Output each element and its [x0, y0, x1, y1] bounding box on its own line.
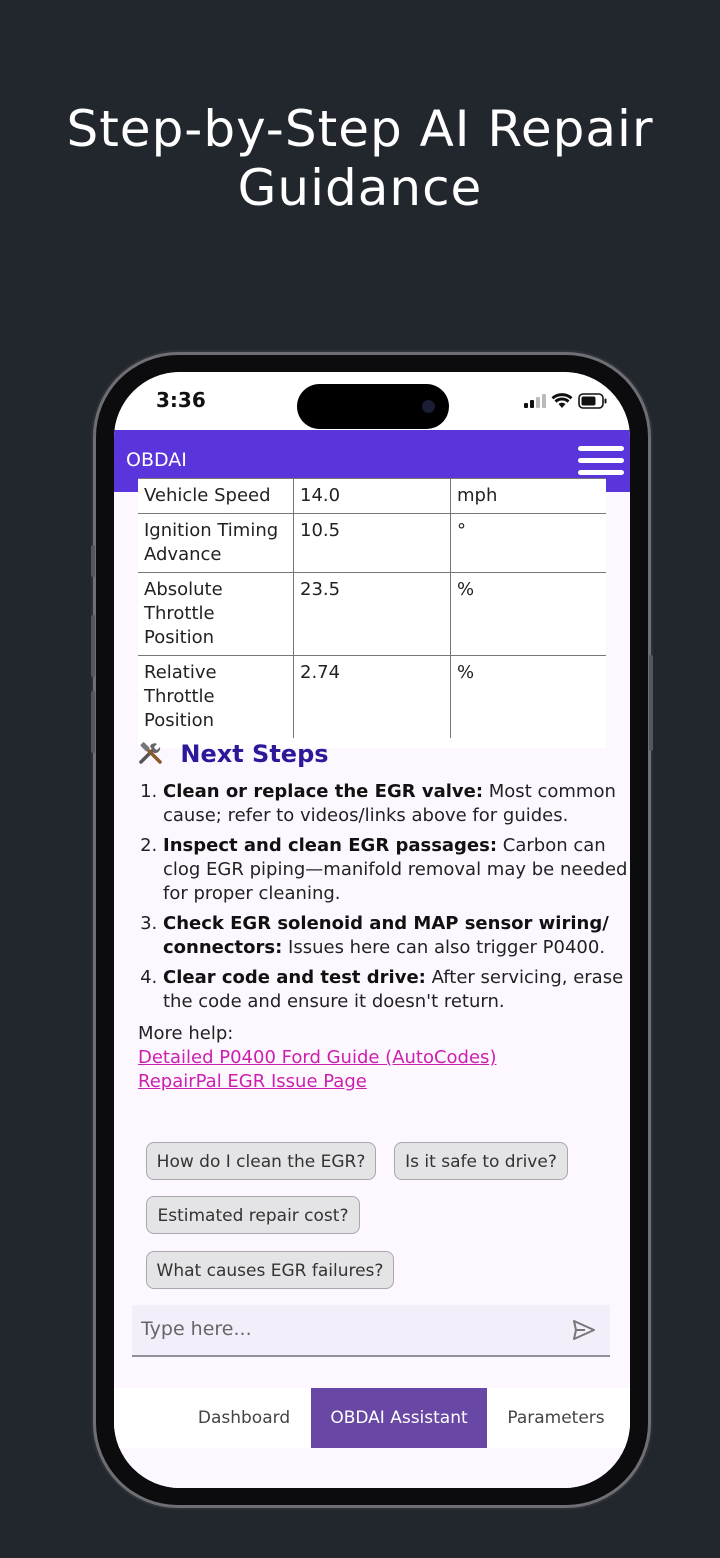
- bottom-tab-bar: [114, 1388, 630, 1448]
- message-input[interactable]: [139, 1317, 563, 1341]
- promo-headline: [0, 100, 720, 218]
- send-icon[interactable]: [572, 1319, 596, 1345]
- step-text: Carbon can clog EGR piping—manifold removal may be needed for proper cleaning.: [163, 835, 628, 904]
- wifi-icon: [552, 393, 573, 408]
- suggestion-repair-cost-button[interactable]: Estimated repair cost?: [146, 1196, 360, 1234]
- phone-power-button: [649, 655, 653, 751]
- tab-dashboard[interactable]: Dashboard: [197, 1408, 291, 1428]
- camera-icon: [422, 400, 435, 413]
- step-title: Check EGR solenoid and MAP sensor wiring/ connectors:: [163, 913, 609, 958]
- more-help-label: More help:: [138, 1023, 234, 1044]
- step-title: Clear code and test drive:: [163, 967, 426, 988]
- suggestion-safe-to-drive-button[interactable]: Is it safe to drive?: [394, 1142, 568, 1180]
- autocodes-guide-link[interactable]: Detailed P0400 Ford Guide (AutoCodes): [138, 1047, 497, 1068]
- headline-line-1: Step-by-Step AI Repair: [66, 100, 654, 158]
- chat-area[interactable]: [114, 485, 630, 1488]
- table-row: [138, 514, 606, 573]
- phone-screen: [114, 372, 630, 1488]
- hamburger-menu-icon[interactable]: [578, 442, 624, 480]
- table-row: [138, 573, 606, 656]
- next-steps-list: [138, 780, 630, 1020]
- table-cell: Vehicle Speed: [138, 479, 294, 514]
- step-title: Inspect and clean EGR passages:: [163, 835, 498, 856]
- cellular-signal-icon: [524, 394, 546, 408]
- list-item: [163, 912, 630, 960]
- phone-action-button: [91, 545, 95, 577]
- table-cell: %: [451, 573, 607, 656]
- table-cell: mph: [451, 479, 607, 514]
- table-cell: 14.0: [294, 479, 451, 514]
- list-item: [163, 966, 630, 1014]
- more-help: [138, 1022, 608, 1094]
- table-cell: Ignition Timing Advance: [138, 514, 294, 573]
- suggestion-egr-failures-button[interactable]: What causes EGR failures?: [146, 1251, 394, 1289]
- table-cell: 23.5: [294, 573, 451, 656]
- tab-parameters[interactable]: Parameters: [507, 1408, 605, 1428]
- status-icons: [524, 392, 608, 414]
- next-steps-heading: [138, 740, 329, 768]
- list-item: [163, 834, 630, 906]
- step-text: Most common cause; refer to videos/links above for guides.: [163, 781, 616, 826]
- table-row: [138, 656, 606, 739]
- parameters-table: [138, 478, 606, 748]
- table-cell: 2.74: [294, 656, 451, 739]
- table-cell: 10.5: [294, 514, 451, 573]
- headline-line-2: Guidance: [237, 159, 483, 217]
- next-steps-title: Next Steps: [180, 740, 329, 768]
- status-time: 3:36: [156, 388, 206, 412]
- app-title: OBDAI: [126, 449, 187, 471]
- phone-volume-up-button: [91, 615, 95, 677]
- table-cell: °: [451, 514, 607, 573]
- table-cell: Relative Throttle Position: [138, 656, 294, 739]
- status-bar: [114, 372, 630, 430]
- step-text: After servicing, erase the code and ensure it doesn't return.: [163, 967, 624, 1012]
- message-input-bar: [132, 1305, 610, 1357]
- table-cell: Absolute Throttle Position: [138, 573, 294, 656]
- dynamic-island: [297, 384, 449, 429]
- repairpal-link[interactable]: RepairPal EGR Issue Page: [138, 1071, 367, 1092]
- step-text: Issues here can also trigger P0400.: [282, 937, 606, 958]
- battery-icon: [579, 394, 607, 408]
- phone-frame: [96, 355, 648, 1505]
- table-row: [138, 479, 606, 514]
- tools-icon: [138, 740, 172, 768]
- list-item: [163, 780, 630, 828]
- step-title: Clean or replace the EGR valve:: [163, 781, 484, 802]
- phone-volume-down-button: [91, 691, 95, 753]
- table-cell: %: [451, 656, 607, 739]
- suggestion-clean-egr-button[interactable]: How do I clean the EGR?: [146, 1142, 376, 1180]
- tab-obdai-assistant[interactable]: OBDAI Assistant: [311, 1388, 487, 1448]
